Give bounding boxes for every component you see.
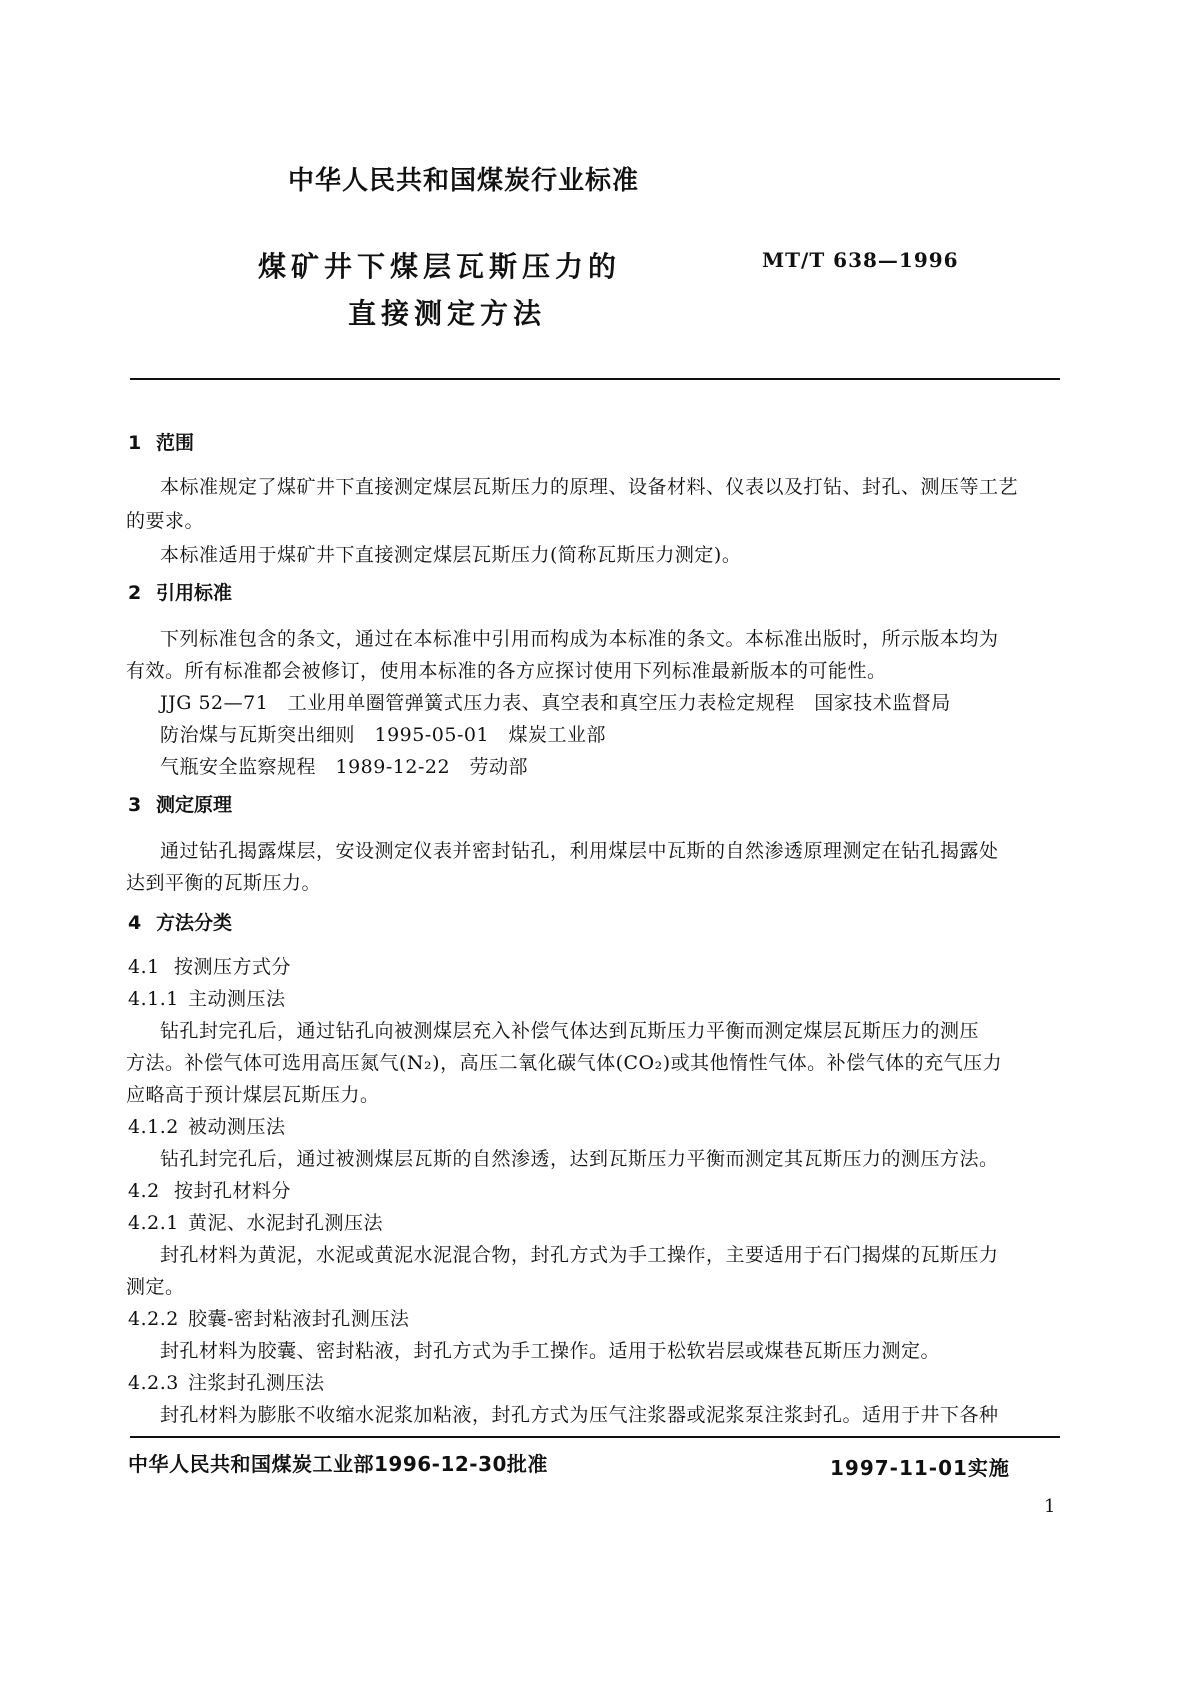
subsection-4-1-1-heading [128,984,286,1011]
section-1-heading [128,428,194,455]
section-2-heading [128,578,232,605]
subsection-4-1-1-line3: 应略高于预计煤层瓦斯压力。 [126,1084,380,1106]
subsection-number: 4.2.1 [128,1212,179,1234]
subsection-4-2-1-line2: 测定。 [126,1276,185,1298]
section-1-paragraph-1-line1: 本标准规定了煤矿井下直接测定煤层瓦斯压力的原理、设备材料、仪表以及打钻、封孔、测压等工艺 [160,476,1019,498]
subsection-4-1-1-line2: 方法。补偿气体可选用高压氮气(N₂)，高压二氧化碳气体(CO₂)或其他惰性气体。补偿气体的充气压力 [126,1052,1003,1074]
section-4-heading [128,908,232,935]
subsection-4-2-3-heading [128,1368,325,1395]
reference-item: JJG 52—71 工业用单圈管弹簧式压力表、真空表和真空压力表检定规程 国家技术监督局 [160,692,951,714]
section-number: 3 [128,794,142,816]
subsection-4-2-2-line1: 封孔材料为胶囊、密封粘液，封孔方式为手工操作。适用于松软岩层或煤巷瓦斯压力测定。 [160,1340,941,1362]
subsection-title: 胶囊-密封粘液封孔测压法 [188,1308,410,1330]
subsection-title: 被动测压法 [188,1116,286,1138]
section-1-paragraph-1-line2: 的要求。 [126,510,205,532]
subsection-title: 按测压方式分 [174,956,292,978]
section-1-paragraph-2: 本标准适用于煤矿井下直接测定煤层瓦斯压力(简称瓦斯压力测定)。 [160,544,742,566]
section-title: 方法分类 [156,912,233,934]
section-number: 2 [128,582,142,604]
subsection-4-2-3-line1: 封孔材料为膨胀不收缩水泥浆加粘液，封孔方式为压气注浆器或泥浆泵注浆封孔。适用于井下各种 [160,1404,999,1426]
section-3-paragraph-line2: 达到平衡的瓦斯压力。 [126,872,322,894]
subsection-4-1-heading [128,952,291,979]
section-title: 引用标准 [156,582,233,604]
section-3-heading [128,790,232,817]
subsection-number: 4.1.2 [128,1116,179,1138]
subsection-number: 4.1.1 [128,988,179,1010]
approval-text: 中华人民共和国煤炭工业部1996-12-30批准 [128,1452,548,1476]
reference-item: 气瓶安全监察规程 1989-12-22 劳动部 [160,756,529,778]
section-2-paragraph-line2: 有效。所有标准都会被修订，使用本标准的各方应探讨使用下列标准最新版本的可能性。 [126,660,887,682]
reference-item: 防治煤与瓦斯突出细则 1995-05-01 煤炭工业部 [160,724,607,746]
subsection-number: 4.1 [128,956,160,978]
section-3-paragraph-line1: 通过钻孔揭露煤层，安设测定仪表并密封钻孔，利用煤层中瓦斯的自然渗透原理测定在钻孔揭露处 [160,840,999,862]
subsection-4-2-1-line1: 封孔材料为黄泥，水泥或黄泥水泥混合物，封孔方式为手工操作，主要适用于石门揭煤的瓦斯压力 [160,1244,999,1266]
footer-rule [130,1436,1060,1438]
header-rule [130,378,1060,380]
document-title-line2: 直接测定方法 [348,297,547,330]
effective-date: 1997-11-01实施 [830,1456,1010,1480]
section-number: 1 [128,432,142,454]
subsection-4-2-heading [128,1176,291,1203]
org-title: 中华人民共和国煤炭行业标准 [288,166,640,196]
standard-code: MT/T 638—1996 [762,248,959,272]
subsection-4-1-2-heading [128,1112,286,1139]
subsection-4-2-2-heading [128,1304,409,1331]
document-title-line1: 煤矿井下煤层瓦斯压力的 [258,250,622,283]
section-title: 范围 [156,432,195,454]
section-title: 测定原理 [156,794,233,816]
section-number: 4 [128,912,142,934]
subsection-title: 按封孔材料分 [174,1180,292,1202]
subsection-title: 主动测压法 [188,988,286,1010]
subsection-number: 4.2 [128,1180,160,1202]
subsection-title: 注浆封孔测压法 [188,1372,325,1394]
subsection-4-1-2-line1: 钻孔封完孔后，通过被测煤层瓦斯的自然渗透，达到瓦斯压力平衡而测定其瓦斯压力的测压方法。 [160,1148,999,1170]
subsection-number: 4.2.2 [128,1308,179,1330]
section-2-paragraph-line1: 下列标准包含的条文，通过在本标准中引用而构成为本标准的条文。本标准出版时，所示版本均为 [160,628,999,650]
subsection-4-1-1-line1: 钻孔封完孔后，通过钻孔向被测煤层充入补偿气体达到瓦斯压力平衡而测定煤层瓦斯压力的测压 [160,1020,980,1042]
subsection-title: 黄泥、水泥封孔测压法 [188,1212,384,1234]
subsection-4-2-1-heading [128,1208,383,1235]
subsection-number: 4.2.3 [128,1372,179,1394]
page-number: 1 [1044,1496,1056,1517]
